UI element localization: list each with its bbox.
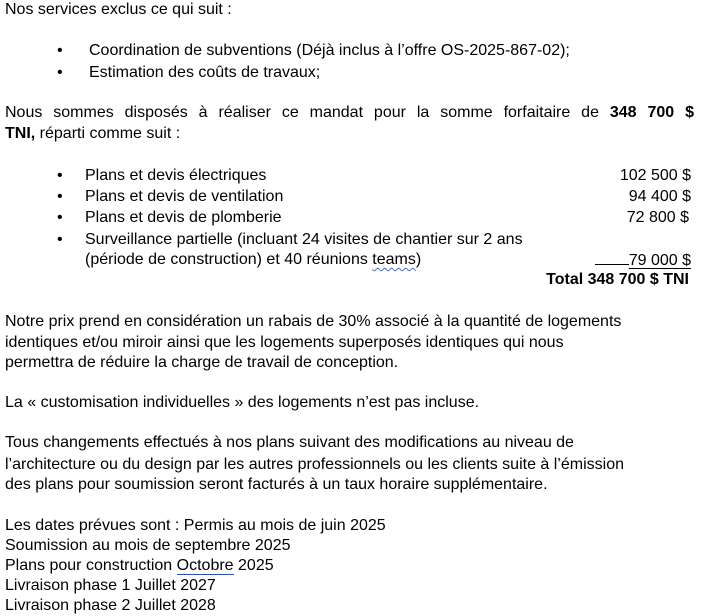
mandate-tni: TNI, <box>5 125 36 142</box>
mandate-line1 <box>5 103 694 123</box>
surveillance-amount: 79 000 $ <box>628 252 691 269</box>
changes-line: Tous changements effectués à nos plans suivant des modifications au niveau de <box>5 434 574 451</box>
rebate-line: permettra de réduire la charge de travail de conception. <box>5 354 399 371</box>
spellcheck-word[interactable]: teams <box>372 251 416 268</box>
customisation-note: La « customisation individuelles » des logements n’est pas incluse. <box>5 394 480 411</box>
mandate-text-end: réparti comme suit : <box>35 125 181 142</box>
grammar-flag-word[interactable]: Octobre <box>176 557 234 574</box>
dates-line: Livraison phase 2 Juillet 2028 <box>5 597 216 614</box>
mandate-line2 <box>5 124 180 144</box>
breakdown-label: Plans et devis de plomberie <box>85 209 282 226</box>
surveillance-text-end: ) <box>415 251 422 268</box>
mandate-amount: 348 700 $ <box>609 104 694 121</box>
mandate-text: Nous sommes disposés à réaliser ce mandat pour la somme forfaitaire de <box>5 104 599 121</box>
rebate-line: Notre prix prend en considération un rabais de 30% associé à la quantité de logements <box>5 313 622 330</box>
changes-line: l’architecture ou du design par les autres professionnels ou les clients suite à l’émission <box>5 456 624 473</box>
breakdown-row-continued <box>0 250 726 270</box>
surveillance-text: (période de construction) et 40 réunions <box>85 251 373 268</box>
surveillance-label-line2 <box>85 250 421 270</box>
dates-line: Livraison phase 1 Juillet 2027 <box>5 577 216 594</box>
breakdown-amount: 102 500 $ <box>619 167 691 184</box>
changes-line: des plans pour soumission seront facturés à un taux horaire supplémentaire. <box>5 476 548 493</box>
breakdown-amount: 94 400 $ <box>628 188 691 205</box>
breakdown-row <box>0 187 726 207</box>
bullet-icon: • <box>57 188 63 205</box>
excluded-item-label: Estimation des coûts de travaux; <box>89 64 321 81</box>
breakdown-amount <box>595 250 691 271</box>
breakdown-row <box>0 230 726 250</box>
excluded-item-label: Coordination de subventions (Déjà inclus à l’offre OS-2025-867-02); <box>89 42 570 59</box>
total-line: Total 348 700 $ TNI <box>546 271 689 288</box>
breakdown-label: Plans et devis de ventilation <box>85 188 284 205</box>
excluded-intro: Nos services exclus ce qui suit : <box>5 1 232 18</box>
bullet-icon: • <box>57 209 63 226</box>
dates-text: Plans pour construction <box>5 557 177 574</box>
bullet-icon: • <box>57 167 63 184</box>
bullet-icon: • <box>57 42 63 59</box>
dates-line: Les dates prévues sont : Permis au mois de juin 2025 <box>5 517 386 534</box>
surveillance-label-line1: Surveillance partielle (incluant 24 visites de chantier sur 2 ans <box>85 231 523 248</box>
bullet-icon: • <box>57 64 63 81</box>
breakdown-amount: 72 800 $ <box>626 209 689 226</box>
excluded-item <box>0 41 726 61</box>
dates-text-end: 2025 <box>233 557 274 574</box>
breakdown-row <box>0 208 726 228</box>
dates-line <box>5 556 274 576</box>
dates-line: Soumission au mois de septembre 2025 <box>5 537 291 554</box>
breakdown-label: Plans et devis électriques <box>85 167 267 184</box>
breakdown-row <box>0 166 726 186</box>
amount-underline <box>595 250 629 265</box>
bullet-icon: • <box>57 231 63 248</box>
rebate-line: identiques et/ou miroir ainsi que les logements superposés identiques qui nous <box>5 334 564 351</box>
excluded-item <box>0 63 726 83</box>
